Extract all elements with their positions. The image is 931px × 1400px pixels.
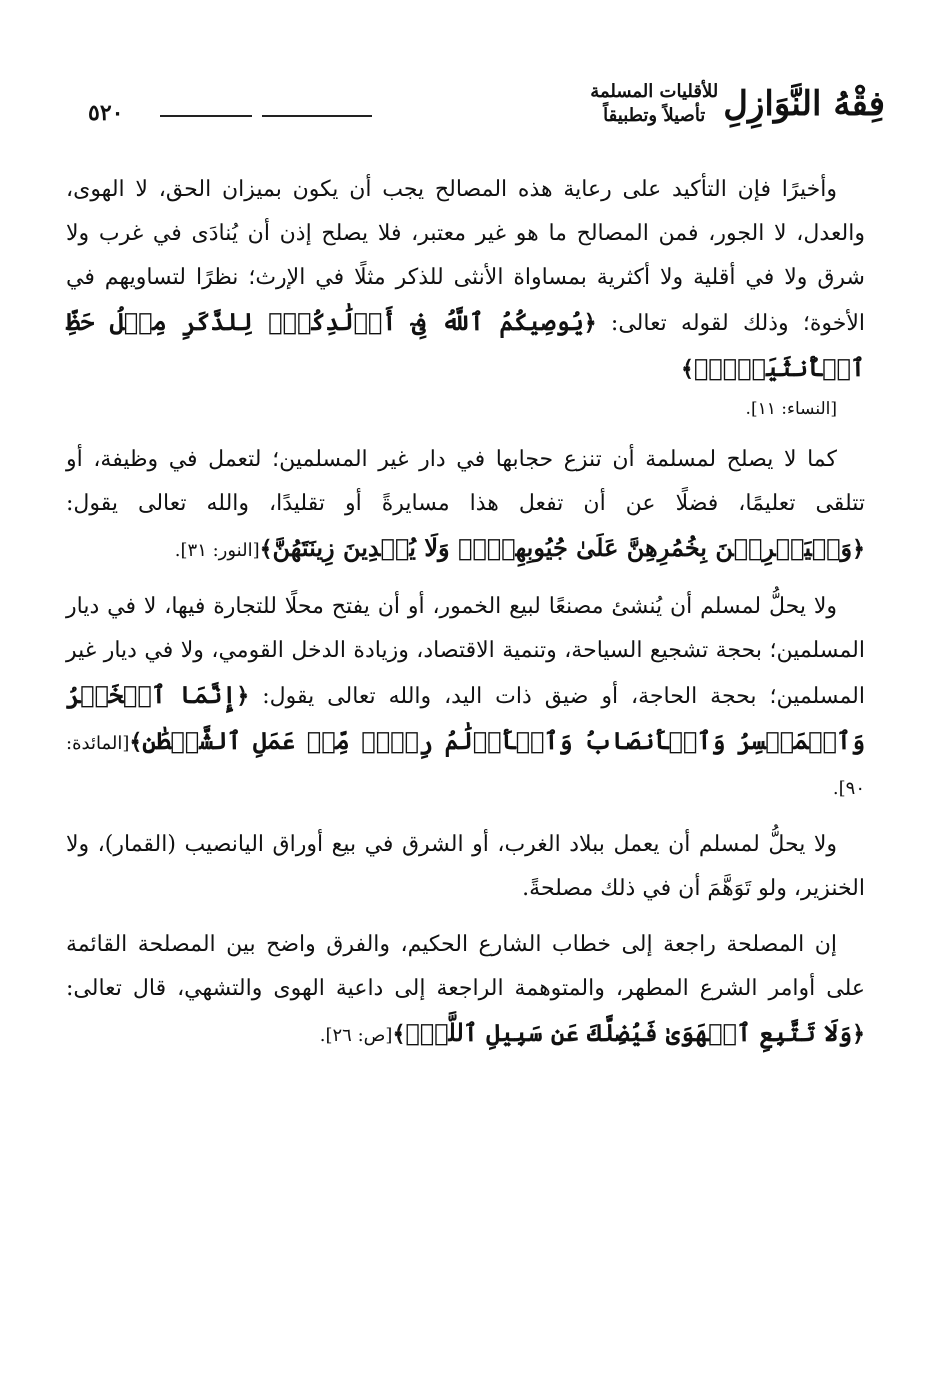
paragraph	[66, 438, 865, 573]
verse-reference: [المائدة: ٩٠].	[66, 733, 865, 799]
quran-open-bracket: ﴿	[852, 1021, 865, 1047]
verse-reference: [ص: ٢٦].	[319, 1025, 393, 1046]
quran-verse: وَلَا تَتَّبِعِ ٱلۡهَوَىٰ فَيُضِلَّكَ عَن سَبِيلِ ٱللَّهِۚ	[405, 1018, 853, 1047]
verse-reference: [النساء: ١١].	[745, 399, 837, 419]
quran-close-bracket: ﴾	[392, 1021, 406, 1047]
page-number: ٥٢٠	[88, 100, 124, 126]
quran-verse: وَلۡيَضۡرِبۡنَ بِخُمُرِهِنَّ عَلَىٰ جُيُوبِهِنَّۖ وَلَا يُبۡدِينَ زِينَتَهُنَّ	[272, 533, 853, 562]
header-rule-left	[160, 115, 252, 117]
paragraph-text: ولا يحلُّ لمسلم أن يعمل ببلاد الغرب، أو الشرق في بيع أوراق اليانصيب (القمار)، ولا الخنزير، ولو تَوَهَّمَ أن في ذلك مصلحةً.	[66, 832, 865, 901]
book-title-side	[590, 80, 718, 128]
book-title-main: فِقْهُ النَّوَازِلِ	[723, 84, 885, 124]
verse-reference: [النور: ٣١].	[174, 540, 260, 561]
quran-open-bracket: ﴿	[852, 536, 865, 562]
paragraph	[66, 823, 865, 911]
paragraph	[66, 168, 865, 426]
paragraph-text: إن المصلحة راجعة إلى خطاب الشارع الحكيم، والفرق واضح بين المصلحة القائمة على أوامر الشرع المطهر، والمتوهمة الراجعة إلى داعية الهوى والتشهي، قال تعالى:	[66, 932, 865, 1001]
paragraph	[66, 585, 865, 811]
quran-close-bracket: ﴾	[680, 356, 694, 382]
quran-close-bracket: ﴾	[129, 729, 143, 755]
header-rule-right	[262, 115, 372, 117]
quran-verse: يُوصِيكُمُ ٱللَّهُ فِىٓ أَوۡلَٰدِكُمۡۖ لِلذَّكَرِ مِثۡلُ حَظِّ ٱلۡأُنثَيَيۡنِۚ	[66, 307, 865, 382]
paragraph	[66, 923, 865, 1058]
page-body	[66, 168, 865, 1070]
paragraph-text: كما لا يصلح لمسلمة أن تنزع حجابها في دار غير المسلمين؛ لتعمل في وظيفة، أو تتلقى تعليمًا، فضلًا عن أن تفعل هذا مسايرةً أو تقليدًا، والله تعالى يقول:	[66, 447, 865, 516]
paragraph-text: وأخيرًا فإن التأكيد على رعاية هذه المصالح يجب أن يكون بميزان الحق، لا الهوى، والعدل، لا الجور، فمن المصالح ما هو غير معتبر، فلا يصلح إذن أن يُنادَى في غرب ولا شرق ولا في أقلية ولا أكثرية بمساواة الأنثى للذكر مثلًا في الإرث؛ نظرًا لتساويهم في الأخوة؛ وذلك لقوله تعالى:	[66, 177, 865, 336]
paragraph-text: ولا يحلُّ لمسلم أن يُنشئ مصنعًا لبيع الخمور، أو أن يفتح محلًا للتجارة فيها، لا في ديار المسلمين؛ بحجة تشجيع السياحة، وتنمية الاقتصاد، وزيادة الدخل القومي، ولا في ديار غير المسلمين؛ بحجة الحاجة، أو ضيق ذات اليد، والله تعالى يقول:	[66, 594, 865, 709]
book-title-side-top: للأقليات المسلمة	[590, 81, 719, 102]
quran-close-bracket: ﴾	[259, 536, 273, 562]
quran-verse: إِنَّمَا ٱلۡخَمۡرُ وَٱلۡمَيۡسِرُ وَٱلۡأَنصَابُ وَٱلۡأَزۡلَٰمُ رِجۡسٞ مِّنۡ عَمَلِ ٱلشَّيۡطَٰنِ	[66, 680, 865, 755]
book-title-side-bottom: تأصيلاً وتطبيقاً	[603, 105, 706, 126]
quran-open-bracket: ﴿	[236, 683, 250, 709]
book-title	[584, 80, 885, 128]
quran-open-bracket: ﴿	[583, 310, 597, 336]
